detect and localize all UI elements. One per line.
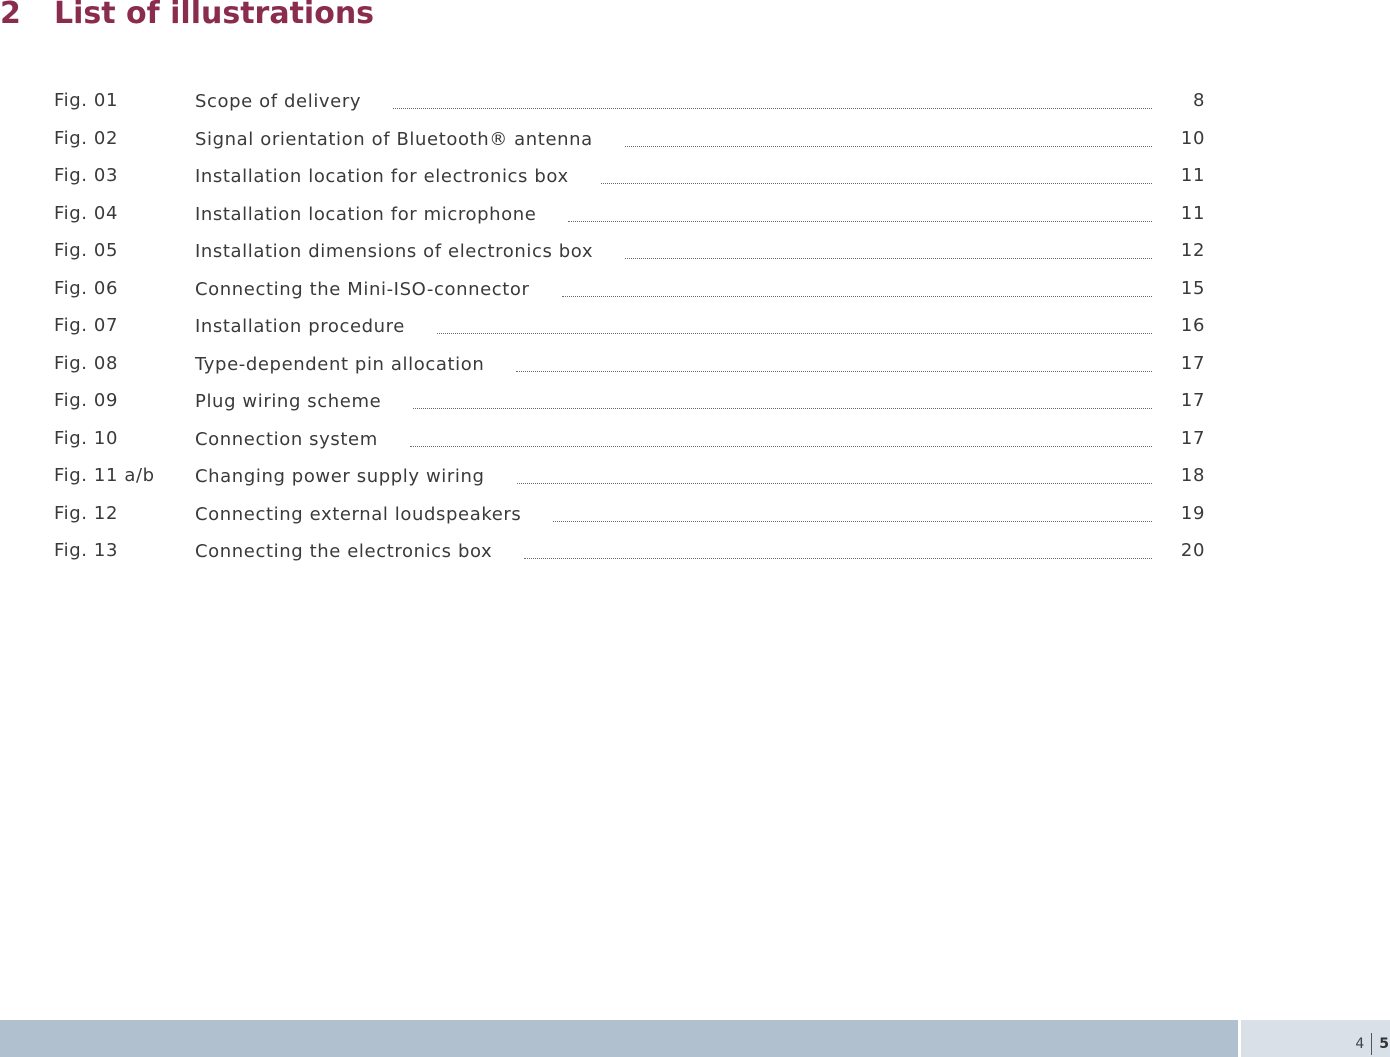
figure-title: Installation location for microphone bbox=[195, 203, 537, 225]
figure-title: Connection system bbox=[195, 428, 378, 450]
footer-bar bbox=[0, 1020, 1238, 1057]
list-item[interactable] bbox=[0, 161, 1390, 199]
list-item[interactable] bbox=[0, 274, 1390, 312]
dot-leader bbox=[625, 146, 1152, 147]
dot-leader bbox=[568, 221, 1152, 222]
dot-leader bbox=[625, 258, 1152, 259]
page-number: 20 bbox=[1180, 540, 1205, 561]
list-item[interactable] bbox=[0, 499, 1390, 537]
page-number: 17 bbox=[1180, 390, 1205, 411]
page-divider bbox=[1371, 1033, 1372, 1055]
page-indicator bbox=[1355, 1033, 1389, 1055]
figure-number: Fig. 06 bbox=[54, 277, 119, 299]
left-page-number: 4 bbox=[1355, 1036, 1365, 1052]
list-item[interactable] bbox=[0, 424, 1390, 462]
figure-title: Installation dimensions of electronics box bbox=[195, 241, 594, 262]
right-page-number: 5 bbox=[1379, 1036, 1389, 1052]
page-number: 17 bbox=[1180, 427, 1205, 449]
figure-title: Changing power supply wiring bbox=[195, 466, 485, 487]
figure-number: Fig. 12 bbox=[54, 502, 119, 524]
page-number: 11 bbox=[1180, 165, 1205, 186]
dot-leader bbox=[437, 333, 1152, 334]
figure-title: Type-dependent pin allocation bbox=[195, 353, 485, 375]
list-item[interactable] bbox=[0, 349, 1390, 387]
dot-leader bbox=[410, 446, 1152, 447]
page-number: 15 bbox=[1180, 277, 1205, 299]
list-item[interactable] bbox=[0, 311, 1390, 349]
dot-leader bbox=[562, 296, 1152, 297]
dot-leader bbox=[516, 371, 1152, 372]
page-number: 8 bbox=[1192, 90, 1205, 111]
dot-leader bbox=[553, 521, 1152, 522]
figure-number: Fig. 08 bbox=[54, 352, 119, 374]
figure-number: Fig. 05 bbox=[54, 240, 119, 261]
dot-leader bbox=[393, 108, 1152, 109]
list-item[interactable] bbox=[0, 236, 1390, 274]
figure-title: Scope of delivery bbox=[195, 91, 362, 112]
page-number: 18 bbox=[1180, 465, 1205, 486]
page-number: 10 bbox=[1180, 127, 1205, 149]
list-item[interactable] bbox=[0, 199, 1390, 237]
page-number: 12 bbox=[1180, 240, 1205, 261]
section-number: 2 bbox=[0, 0, 21, 31]
figure-title: Signal orientation of Bluetooth® antenna bbox=[195, 128, 593, 150]
section-title: List of illustrations bbox=[54, 0, 375, 31]
page-number: 11 bbox=[1180, 202, 1205, 224]
dot-leader bbox=[517, 483, 1152, 484]
figure-title: Connecting external loudspeakers bbox=[195, 503, 522, 525]
list-item[interactable] bbox=[0, 124, 1390, 162]
figure-number: Fig. 03 bbox=[54, 165, 119, 186]
figure-number: Fig. 13 bbox=[54, 540, 119, 561]
figure-number: Fig. 10 bbox=[54, 427, 119, 449]
figure-number: Fig. 11 a/b bbox=[54, 465, 155, 486]
figure-number: Fig. 01 bbox=[54, 90, 119, 111]
dot-leader bbox=[413, 408, 1152, 409]
illustrations-list bbox=[0, 86, 1390, 574]
figure-title: Installation procedure bbox=[195, 316, 405, 337]
list-item[interactable] bbox=[0, 386, 1390, 424]
figure-title: Plug wiring scheme bbox=[195, 391, 382, 412]
dot-leader bbox=[601, 183, 1152, 184]
dot-leader bbox=[524, 558, 1152, 559]
list-item[interactable] bbox=[0, 461, 1390, 499]
list-item[interactable] bbox=[0, 86, 1390, 124]
page-number: 19 bbox=[1180, 502, 1205, 524]
figure-number: Fig. 07 bbox=[54, 315, 119, 336]
figure-title: Connecting the electronics box bbox=[195, 541, 493, 562]
figure-number: Fig. 09 bbox=[54, 390, 119, 411]
page-number: 17 bbox=[1180, 352, 1205, 374]
figure-number: Fig. 02 bbox=[54, 127, 119, 149]
figure-number: Fig. 04 bbox=[54, 202, 119, 224]
figure-title: Connecting the Mini-ISO-connector bbox=[195, 278, 530, 300]
list-item[interactable] bbox=[0, 536, 1390, 574]
page-number: 16 bbox=[1180, 315, 1205, 336]
figure-title: Installation location for electronics box bbox=[195, 166, 569, 187]
